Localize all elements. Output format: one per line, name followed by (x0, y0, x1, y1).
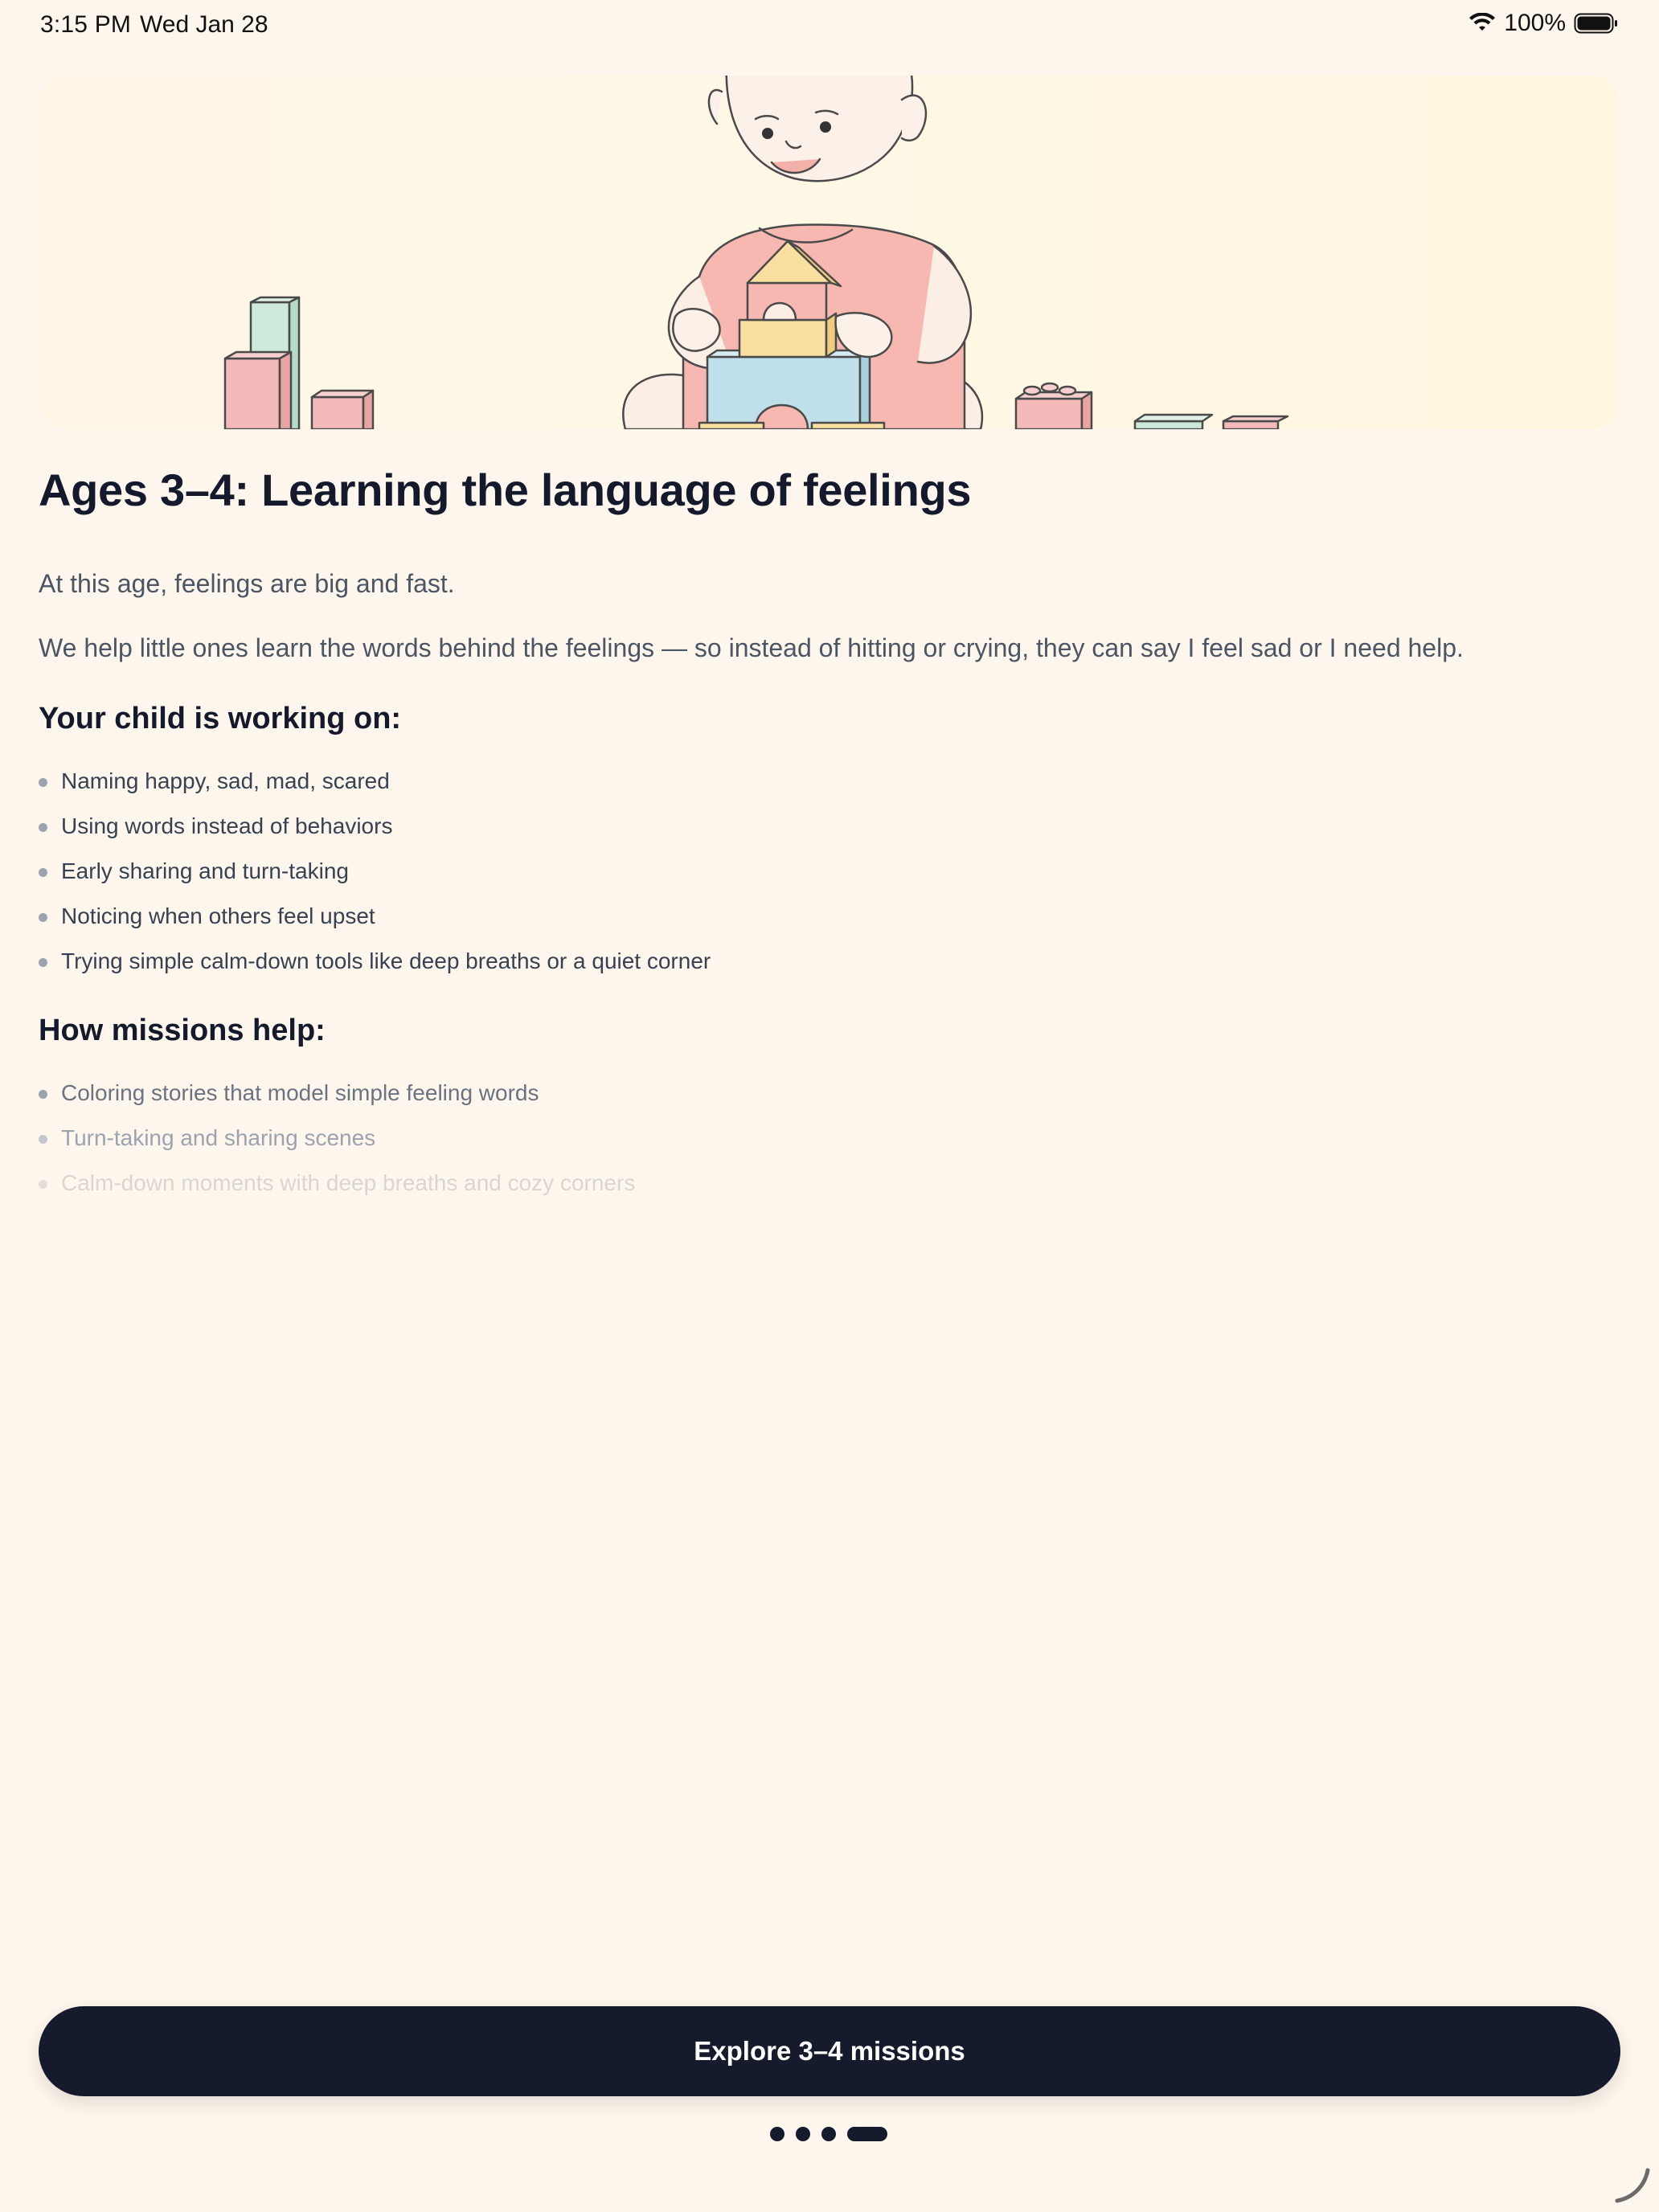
list-item (39, 1071, 1620, 1116)
working-on-heading: Your child is working on: (39, 702, 402, 735)
list-item-text: Early sharing and turn-taking (61, 858, 349, 883)
bullet-icon (39, 823, 47, 832)
status-bar (0, 0, 1659, 51)
working-on-list (39, 759, 1620, 984)
list-item-text: Calm-down moments with deep breaths and cozy corners (61, 1170, 636, 1195)
missions-heading: How missions help: (39, 1014, 326, 1047)
status-indicators (1469, 10, 1619, 37)
intro-paragraph: At this age, feelings are big and fast. (39, 569, 455, 598)
list-item-text: Naming happy, sad, mad, scared (61, 768, 390, 793)
intro-paragraph: We help little ones learn the words behind the feelings — so instead of hitting or crying, they can say I feel sad or I need help. (39, 633, 1464, 662)
list-item-text: Using words instead of behaviors (61, 813, 393, 838)
bullet-icon (39, 778, 47, 787)
missions-list (39, 1071, 1620, 1206)
list-item-text: Coloring stories that model simple feeling words (61, 1080, 539, 1105)
bullet-icon (39, 913, 47, 922)
list-item (39, 939, 1620, 984)
page-dot-active[interactable] (847, 2127, 887, 2141)
battery-percentage: 100% (1504, 10, 1566, 36)
toddler-building-blocks-illustration (40, 76, 1619, 429)
bullet-icon (39, 958, 47, 967)
status-time: 3:15 PM (40, 11, 132, 38)
page-dot[interactable] (796, 2127, 810, 2141)
list-item (39, 1161, 1620, 1206)
list-item-text: Noticing when others feel upset (61, 903, 375, 928)
list-item (39, 849, 1620, 894)
page-title: Ages 3–4: Learning the language of feelings (39, 465, 972, 515)
bullet-icon (39, 1135, 47, 1144)
list-item (39, 1116, 1620, 1161)
bullet-icon (39, 1180, 47, 1189)
page-dot[interactable] (821, 2127, 836, 2141)
list-item-text: Trying simple calm-down tools like deep breaths or a quiet corner (61, 948, 711, 973)
list-item (39, 804, 1620, 849)
page-dot[interactable] (770, 2127, 784, 2141)
list-item (39, 894, 1620, 939)
list-item (39, 759, 1620, 804)
explore-missions-button[interactable]: Explore 3–4 missions (39, 2006, 1620, 2096)
battery-icon (1574, 12, 1619, 35)
hero-illustration (40, 76, 1619, 429)
resize-handle-icon (1612, 2165, 1651, 2204)
bullet-icon (39, 1090, 47, 1099)
list-item-text: Turn-taking and sharing scenes (61, 1125, 376, 1150)
page-indicator[interactable] (770, 2127, 887, 2141)
wifi-icon (1469, 13, 1496, 34)
bullet-icon (39, 868, 47, 877)
status-date: Wed Jan 28 (140, 11, 268, 38)
main-content (39, 458, 1620, 1206)
